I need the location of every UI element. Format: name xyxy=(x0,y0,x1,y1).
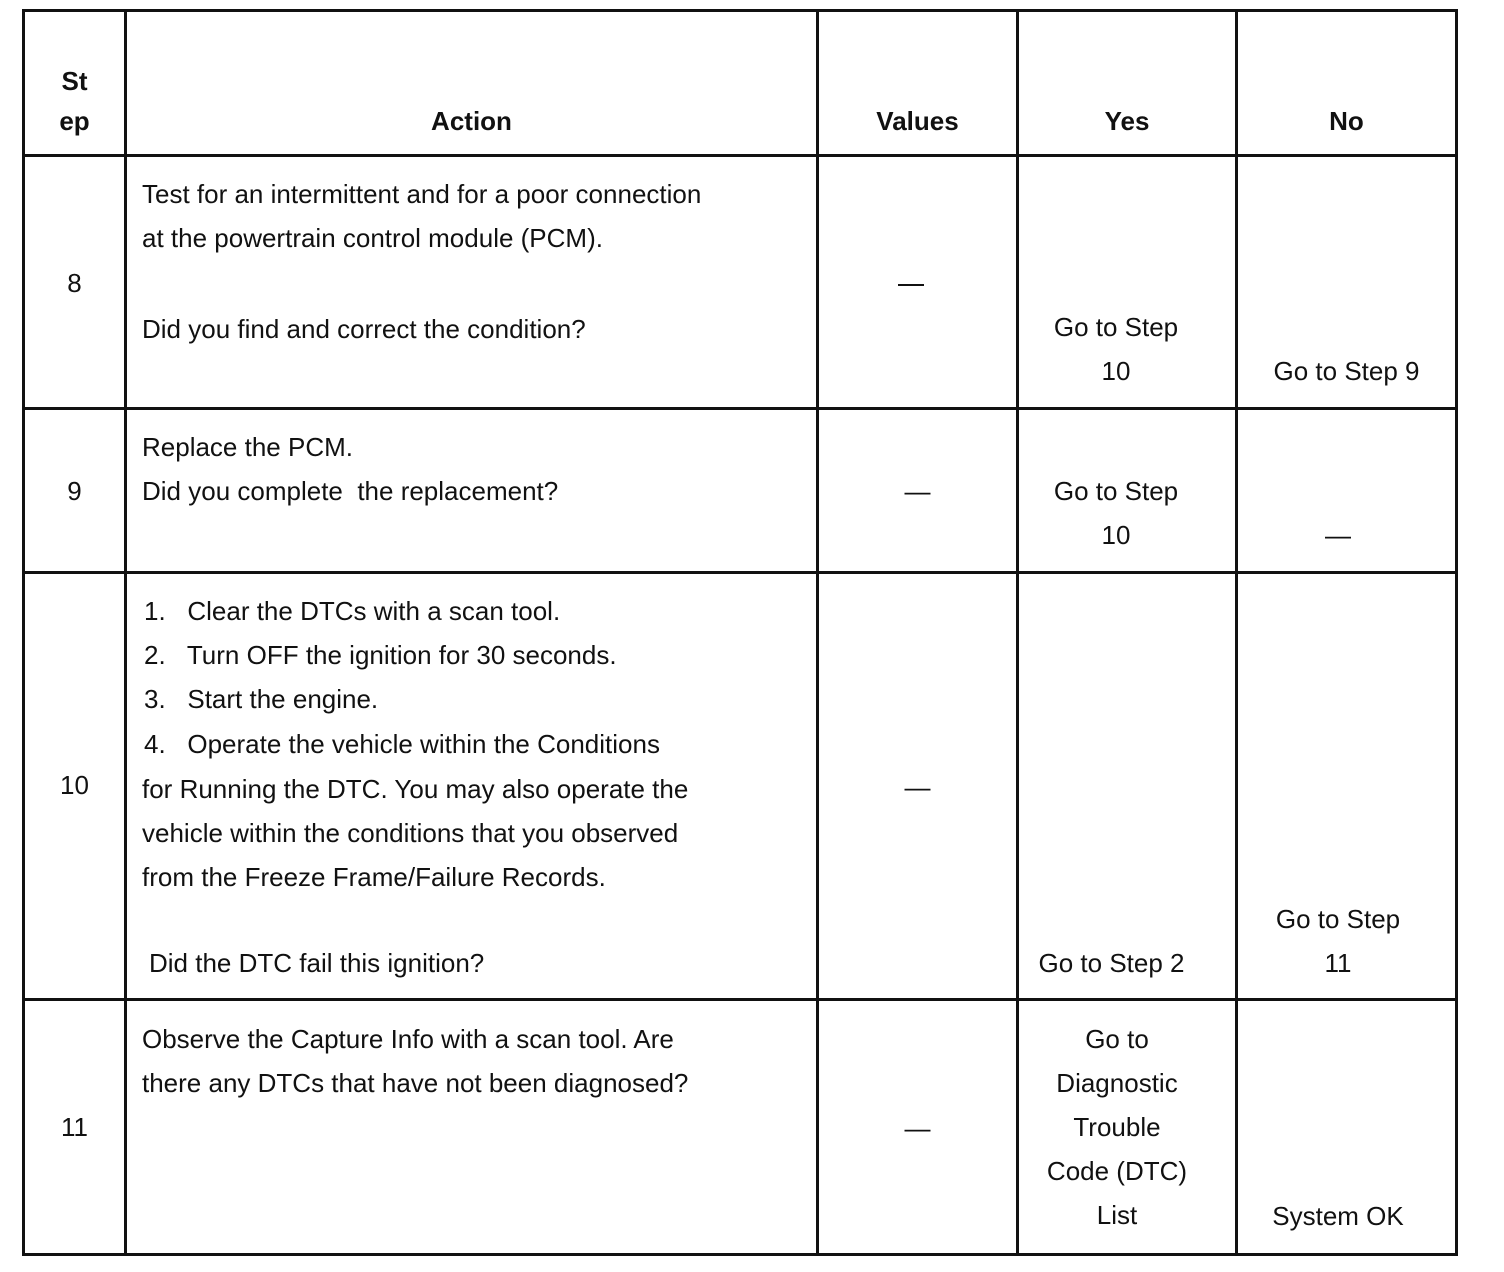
step-number: 10 xyxy=(60,770,89,800)
action-question: Did you find and correct the condition? xyxy=(142,314,586,344)
table-border-left xyxy=(22,9,25,1256)
no-cell: Go to Step 9 xyxy=(1273,356,1420,386)
action-list-item: 4. Operate the vehicle within the Conditions xyxy=(144,729,660,759)
yes-line: Trouble xyxy=(1073,1112,1161,1142)
step-number: 8 xyxy=(67,268,82,298)
no-cell: System OK xyxy=(1272,1201,1404,1231)
header-no: No xyxy=(1329,106,1364,136)
column-divider xyxy=(1235,9,1238,1256)
yes-line: 10 xyxy=(1101,356,1131,386)
column-divider xyxy=(816,9,819,1256)
action-text: Observe the Capture Info with a scan tool. Are xyxy=(142,1024,674,1054)
yes-line: Diagnostic xyxy=(1056,1068,1178,1098)
action-text: from the Freeze Frame/Failure Records. xyxy=(142,862,606,892)
step-number: 11 xyxy=(61,1112,88,1142)
row-divider xyxy=(22,998,1458,1001)
table-border-right xyxy=(1455,9,1458,1256)
action-text: at the powertrain control module (PCM). xyxy=(142,223,603,253)
values-cell: — xyxy=(904,772,931,802)
header-step-line1: St xyxy=(61,66,88,96)
yes-line: Go to xyxy=(1085,1024,1149,1054)
header-step xyxy=(25,61,124,141)
row-divider xyxy=(22,407,1458,410)
yes-cell: Go to Step 2 xyxy=(1038,948,1185,978)
yes-cell xyxy=(1019,1017,1215,1237)
row-divider xyxy=(22,571,1458,574)
action-list-item: 2. Turn OFF the ignition for 30 seconds. xyxy=(144,640,617,670)
header-step-line2: ep xyxy=(59,106,90,136)
action-text: there any DTCs that have not been diagnosed? xyxy=(142,1068,689,1098)
yes-line: Go to Step xyxy=(1053,476,1179,506)
yes-cell xyxy=(1019,469,1213,557)
header-action: Action xyxy=(431,106,512,136)
yes-cell xyxy=(1019,305,1213,393)
yes-line: Go to Step xyxy=(1053,312,1179,342)
no-line: 11 xyxy=(1324,948,1352,978)
no-line: Go to Step xyxy=(1275,904,1401,934)
no-cell: — xyxy=(1325,520,1351,550)
yes-line: List xyxy=(1096,1200,1138,1230)
action-text: for Running the DTC. You may also operate the xyxy=(142,774,689,804)
header-values: Values xyxy=(876,106,959,136)
diagnostic-table xyxy=(22,9,1458,1256)
yes-line: 10 xyxy=(1101,520,1131,550)
yes-line: Code (DTC) xyxy=(1046,1156,1188,1186)
values-dash xyxy=(898,284,924,286)
values-cell: — xyxy=(904,1113,931,1143)
action-question: Did the DTC fail this ignition? xyxy=(149,948,485,978)
action-text: Test for an intermittent and for a poor connection xyxy=(142,179,702,209)
header-yes: Yes xyxy=(1104,106,1150,136)
action-text: vehicle within the conditions that you observed xyxy=(142,818,679,848)
action-list-item: 1. Clear the DTCs with a scan tool. xyxy=(144,596,561,626)
step-number: 9 xyxy=(67,476,82,506)
values-cell: — xyxy=(904,476,931,506)
action-list-item: 3. Start the engine. xyxy=(144,684,379,714)
column-divider xyxy=(124,9,127,1256)
action-text: Replace the PCM. xyxy=(142,432,353,462)
table-border-bottom xyxy=(22,1253,1458,1256)
table-border-top xyxy=(22,9,1458,12)
action-question: Did you complete the replacement? xyxy=(142,476,559,506)
row-divider xyxy=(22,154,1458,157)
no-cell xyxy=(1238,897,1438,985)
